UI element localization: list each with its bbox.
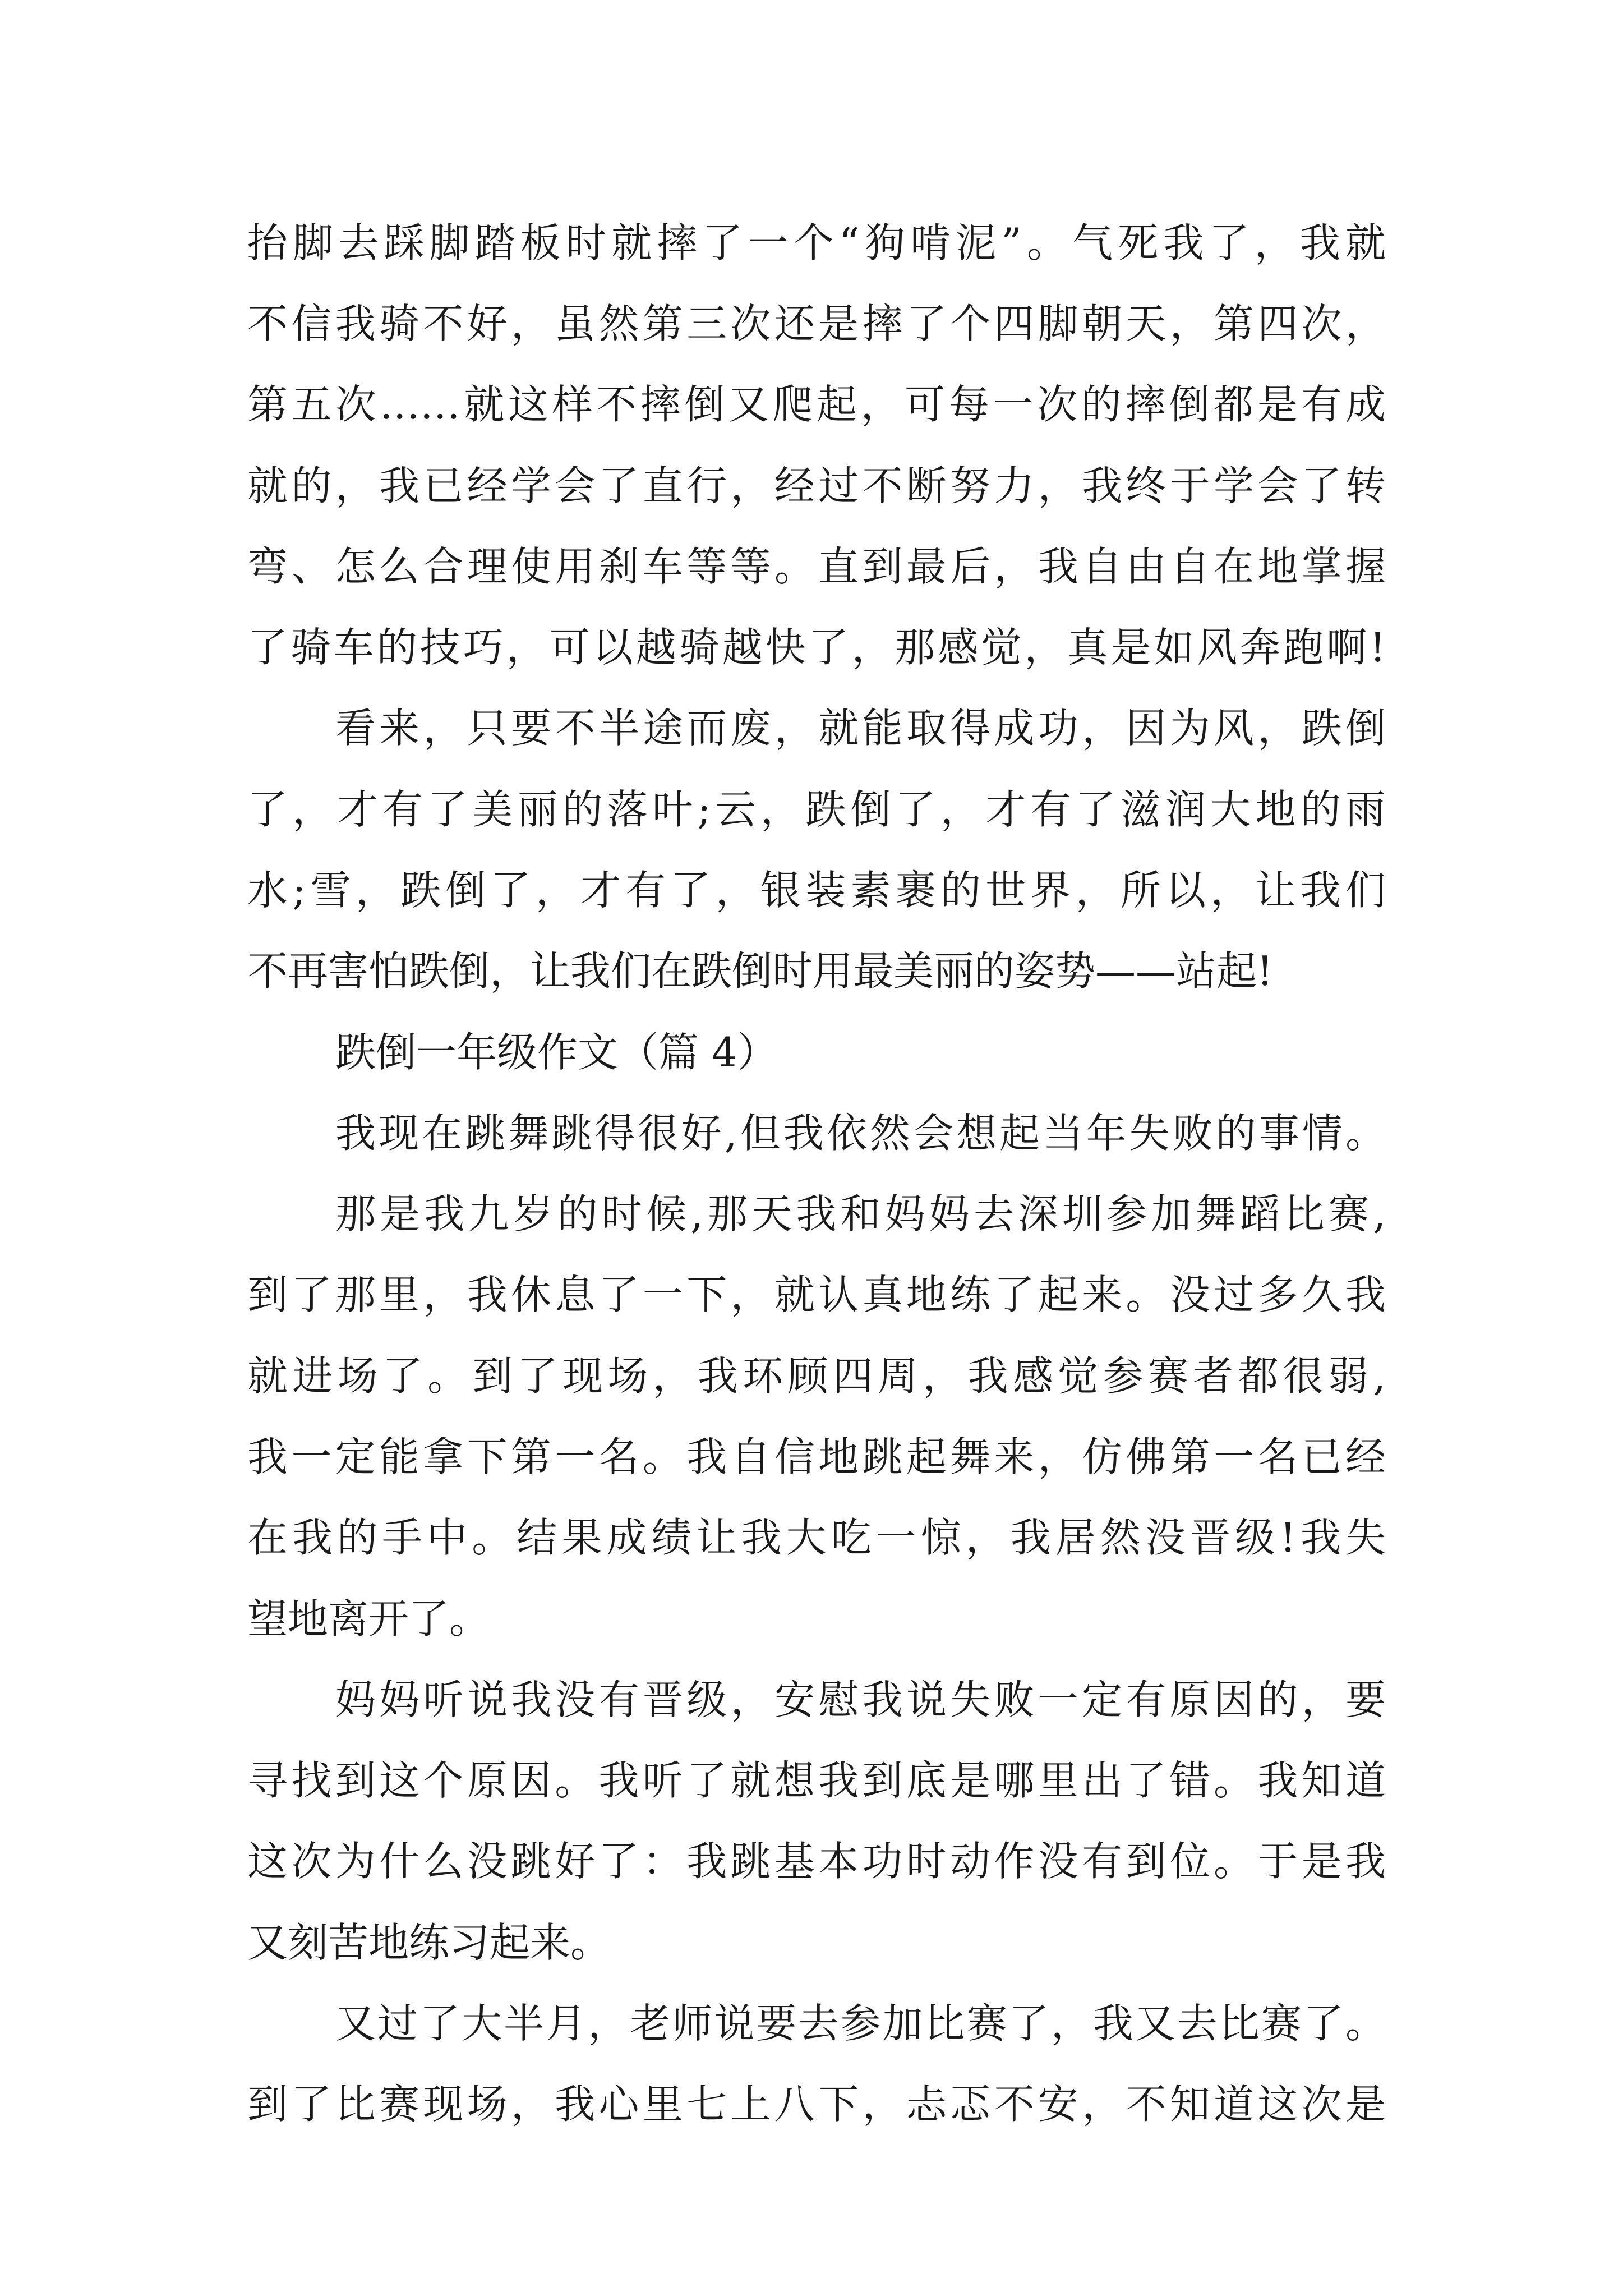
text-line: 了骑车的技巧，可以越骑越快了，那感觉，真是如风奔跑啊!	[247, 624, 1386, 671]
text-line: 了，才有了美丽的落叶;云，跌倒了，才有了滋润大地的雨	[247, 786, 1386, 833]
text-line: 不信我骑不好，虽然第三次还是摔了个四脚朝天，第四次，	[247, 300, 1386, 347]
paragraph-first-line: 我现在跳舞跳得很好,但我依然会想起当年失败的事情。	[335, 1110, 1386, 1157]
text-line: 就的，我已经学会了直行，经过不断努力，我终于学会了转	[247, 462, 1386, 509]
text-line: 寻找到这个原因。我听了就想我到底是哪里出了错。我知道	[247, 1757, 1386, 1804]
paragraph-first-line: 看来，只要不半途而废，就能取得成功，因为风，跌倒	[335, 705, 1386, 752]
paragraph-first-line: 又过了大半月，老师说要去参加比赛了，我又去比赛了。	[335, 2000, 1386, 2047]
text-line: 水;雪，跌倒了，才有了，银装素裹的世界，所以，让我们	[247, 867, 1386, 914]
text-line: 望地离开了。	[247, 1595, 490, 1642]
text-line: 又刻苦地练习起来。	[247, 1919, 611, 1966]
text-line: 到了比赛现场，我心里七上八下，忐忑不安，不知道这次是	[247, 2081, 1386, 2128]
text-line: 我一定能拿下第一名。我自信地跳起舞来，仿佛第一名已经	[247, 1433, 1386, 1480]
text-line: 在我的手中。结果成绩让我大吃一惊，我居然没晋级!我失	[247, 1514, 1386, 1561]
paragraph-first-line: 那是我九岁的时候,那天我和妈妈去深圳参加舞蹈比赛,	[335, 1190, 1386, 1237]
text-line: 到了那里，我休息了一下，就认真地练了起来。没过多久我	[247, 1271, 1386, 1318]
section-heading: 跌倒一年级作文（篇 4）	[335, 1029, 778, 1076]
text-line: 这次为什么没跳好了：我跳基本功时动作没有到位。于是我	[247, 1838, 1386, 1885]
text-line: 第五次……就这样不摔倒又爬起，可每一次的摔倒都是有成	[247, 381, 1386, 428]
text-line: 不再害怕跌倒，让我们在跌倒时用最美丽的姿势——站起!	[247, 947, 1273, 995]
text-line: 弯、怎么合理使用刹车等等。直到最后，我自由自在地掌握	[247, 543, 1386, 590]
paragraph-first-line: 妈妈听说我没有晋级，安慰我说失败一定有原因的，要	[335, 1676, 1386, 1723]
text-line: 抬脚去踩脚踏板时就摔了一个“狗啃泥”。气死我了，我就	[247, 219, 1386, 266]
text-line: 就进场了。到了现场，我环顾四周，我感觉参赛者都很弱,	[247, 1352, 1386, 1400]
